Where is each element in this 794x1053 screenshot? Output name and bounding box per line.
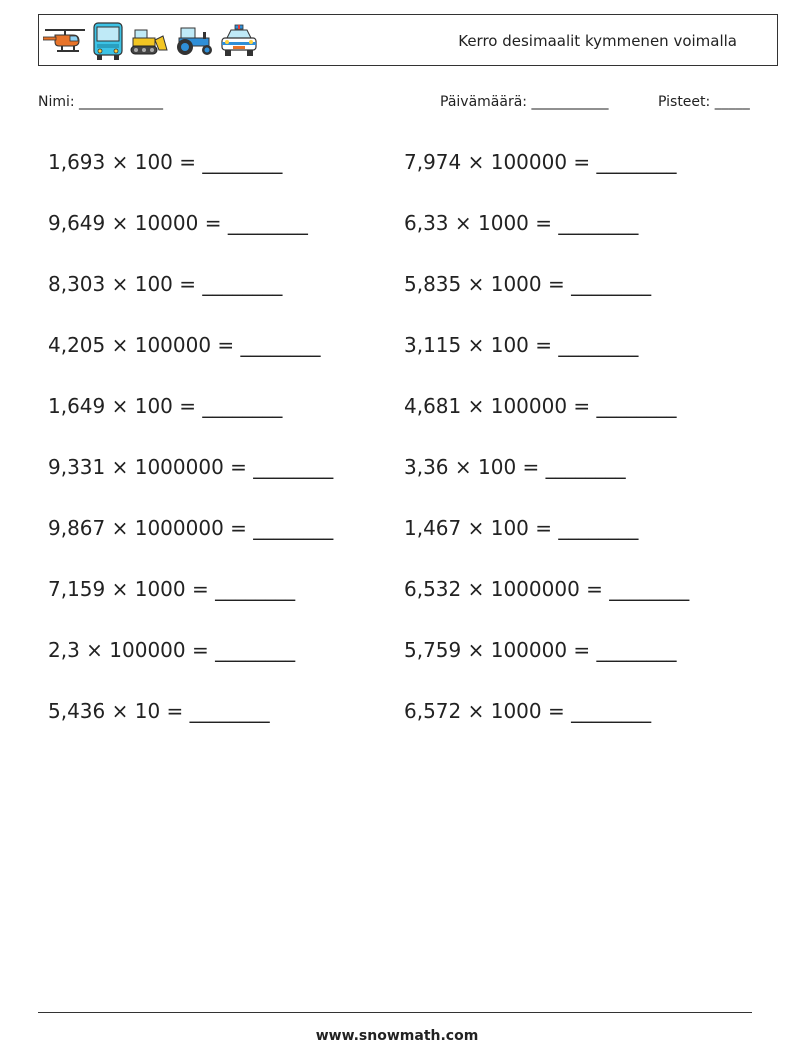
problem-right-8: 6,532 × 1000000 = ________ (404, 577, 690, 601)
score-field: Pisteet: _____ (658, 94, 750, 110)
worksheet-header (38, 14, 778, 66)
problem-left-7: 9,867 × 1000000 = ________ (48, 516, 334, 540)
problem-left-5: 1,649 × 100 = ________ (48, 394, 283, 418)
date-field: Päivämäärä: ___________ (440, 94, 609, 110)
worksheet-title: Kerro desimaalit kymmenen voimalla (458, 32, 737, 50)
problem-left-8: 7,159 × 1000 = ________ (48, 577, 296, 601)
footer-divider (38, 1012, 752, 1013)
police-car-icon (219, 24, 259, 58)
problem-left-4: 4,205 × 100000 = ________ (48, 333, 321, 357)
problem-left-6: 9,331 × 1000000 = ________ (48, 455, 334, 479)
header-icons (43, 21, 259, 61)
problem-right-4: 3,115 × 100 = ________ (404, 333, 639, 357)
problem-left-10: 5,436 × 10 = ________ (48, 699, 270, 723)
problem-right-9: 5,759 × 100000 = ________ (404, 638, 677, 662)
footer-site-link[interactable]: www.snowmath.com (315, 1028, 479, 1044)
problem-right-6: 3,36 × 100 = ________ (404, 455, 626, 479)
bus-icon (91, 21, 125, 61)
problem-right-5: 4,681 × 100000 = ________ (404, 394, 677, 418)
bulldozer-icon (129, 26, 169, 56)
problem-right-1: 7,974 × 100000 = ________ (404, 150, 677, 174)
problem-right-10: 6,572 × 1000 = ________ (404, 699, 652, 723)
problem-left-1: 1,693 × 100 = ________ (48, 150, 283, 174)
problem-left-3: 8,303 × 100 = ________ (48, 272, 283, 296)
tractor-icon (173, 26, 215, 56)
name-field: Nimi: ____________ (38, 94, 164, 110)
problem-left-9: 2,3 × 100000 = ________ (48, 638, 296, 662)
problem-right-2: 6,33 × 1000 = ________ (404, 211, 639, 235)
problem-right-7: 1,467 × 100 = ________ (404, 516, 639, 540)
problem-left-2: 9,649 × 10000 = ________ (48, 211, 308, 235)
helicopter-icon (43, 26, 87, 56)
problem-right-3: 5,835 × 1000 = ________ (404, 272, 652, 296)
